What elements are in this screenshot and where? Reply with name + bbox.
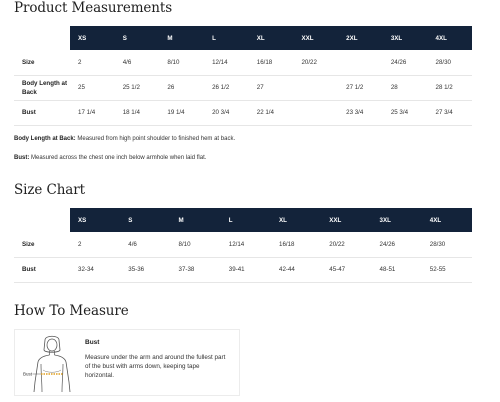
header-cell: XL xyxy=(271,208,321,232)
table-cell: 28/30 xyxy=(428,50,473,75)
header-cell: S xyxy=(120,208,170,232)
table-cell: 52-55 xyxy=(422,257,472,282)
table-cell: 32-34 xyxy=(70,257,120,282)
measure-card-description: Measure under the arm and around the fullest part of the bust with arms down, keeping tape horizontal. xyxy=(85,354,226,379)
header-cell: XXL xyxy=(293,26,338,50)
header-cell: L xyxy=(221,208,271,232)
table-row xyxy=(14,50,472,75)
table-cell: 45-47 xyxy=(321,257,371,282)
table-cell: 48-51 xyxy=(372,257,422,282)
header-cell: M xyxy=(171,208,221,232)
header-cell: 3XL xyxy=(372,208,422,232)
table-cell: 19 1/4 xyxy=(159,100,204,125)
table-cell: 26 1/2 xyxy=(204,75,249,100)
table-cell: 16/18 xyxy=(271,232,321,257)
size-chart-title: Size Chart xyxy=(14,182,85,198)
table-cell: 8/10 xyxy=(171,232,221,257)
body-length-note xyxy=(14,136,235,142)
header-cell: 4XL xyxy=(422,208,472,232)
how-to-measure-title: How To Measure xyxy=(14,303,129,319)
table-cell: 12/14 xyxy=(204,50,249,75)
table-cell: 20/22 xyxy=(321,232,371,257)
header-cell: 4XL xyxy=(428,26,473,50)
table-cell: 25 1/2 xyxy=(115,75,160,100)
note-text: Measured across the chest one inch below armhole when laid flat. xyxy=(29,155,207,161)
product-measurements-table xyxy=(14,26,472,126)
size-chart-table xyxy=(14,208,472,283)
table-cell: 23 3/4 xyxy=(338,100,383,125)
header-cell-empty xyxy=(14,208,70,232)
table-header-row xyxy=(14,208,472,232)
table-cell xyxy=(293,75,338,100)
table-cell: 20 3/4 xyxy=(204,100,249,125)
table-cell: 16/18 xyxy=(249,50,294,75)
header-cell: L xyxy=(204,26,249,50)
row-label: Body Length at Back xyxy=(14,75,70,100)
table-cell: 26 xyxy=(159,75,204,100)
table-cell: 2 xyxy=(70,50,115,75)
table-cell: 22 1/4 xyxy=(249,100,294,125)
table-cell: 39-41 xyxy=(221,257,271,282)
product-measurements-title: Product Measurements xyxy=(14,0,173,16)
table-row xyxy=(14,75,472,100)
table-cell: 2 xyxy=(70,232,120,257)
table-cell: 27 1/2 xyxy=(338,75,383,100)
table-cell: 37-38 xyxy=(171,257,221,282)
table-cell: 17 1/4 xyxy=(70,100,115,125)
table-cell: 28/30 xyxy=(422,232,472,257)
table-cell: 42-44 xyxy=(271,257,321,282)
table-cell: 28 xyxy=(383,75,428,100)
header-cell: XS xyxy=(70,208,120,232)
table-cell: 8/10 xyxy=(159,50,204,75)
table-cell xyxy=(293,100,338,125)
header-cell: XL xyxy=(249,26,294,50)
note-term: Body Length at Back: xyxy=(14,136,76,142)
table-cell: 4/6 xyxy=(115,50,160,75)
table-cell: 12/14 xyxy=(221,232,271,257)
body-figure-icon xyxy=(21,334,83,392)
table-cell: 24/26 xyxy=(383,50,428,75)
header-cell: XS xyxy=(70,26,115,50)
header-cell: M xyxy=(159,26,204,50)
table-cell: 25 xyxy=(70,75,115,100)
table-cell: 27 xyxy=(249,75,294,100)
table-cell: 25 3/4 xyxy=(383,100,428,125)
bust-note xyxy=(14,155,206,161)
table-cell: 28 1/2 xyxy=(428,75,473,100)
table-header-row xyxy=(14,26,472,50)
table-cell: 20/22 xyxy=(293,50,338,75)
table-row xyxy=(14,257,472,282)
table-row xyxy=(14,100,472,125)
row-label: Bust xyxy=(14,257,70,282)
header-cell: XXL xyxy=(321,208,371,232)
table-cell: 24/26 xyxy=(372,232,422,257)
measure-card xyxy=(14,329,240,396)
note-term: Bust: xyxy=(14,155,30,161)
row-label: Bust xyxy=(14,100,70,125)
header-cell-empty xyxy=(14,26,70,50)
measure-card-title: Bust xyxy=(85,339,100,346)
table-row xyxy=(14,232,472,257)
header-cell: S xyxy=(115,26,160,50)
note-text: Measured from high point shoulder to finished hem at back. xyxy=(75,136,236,142)
table-cell: 18 1/4 xyxy=(115,100,160,125)
row-label: Size xyxy=(14,50,70,75)
table-cell: 35-36 xyxy=(120,257,170,282)
row-label: Size xyxy=(14,232,70,257)
figure-label: Bust xyxy=(23,371,33,377)
table-cell xyxy=(338,50,383,75)
header-cell: 2XL xyxy=(338,26,383,50)
table-cell: 27 3/4 xyxy=(428,100,473,125)
table-cell: 4/6 xyxy=(120,232,170,257)
header-cell: 3XL xyxy=(383,26,428,50)
